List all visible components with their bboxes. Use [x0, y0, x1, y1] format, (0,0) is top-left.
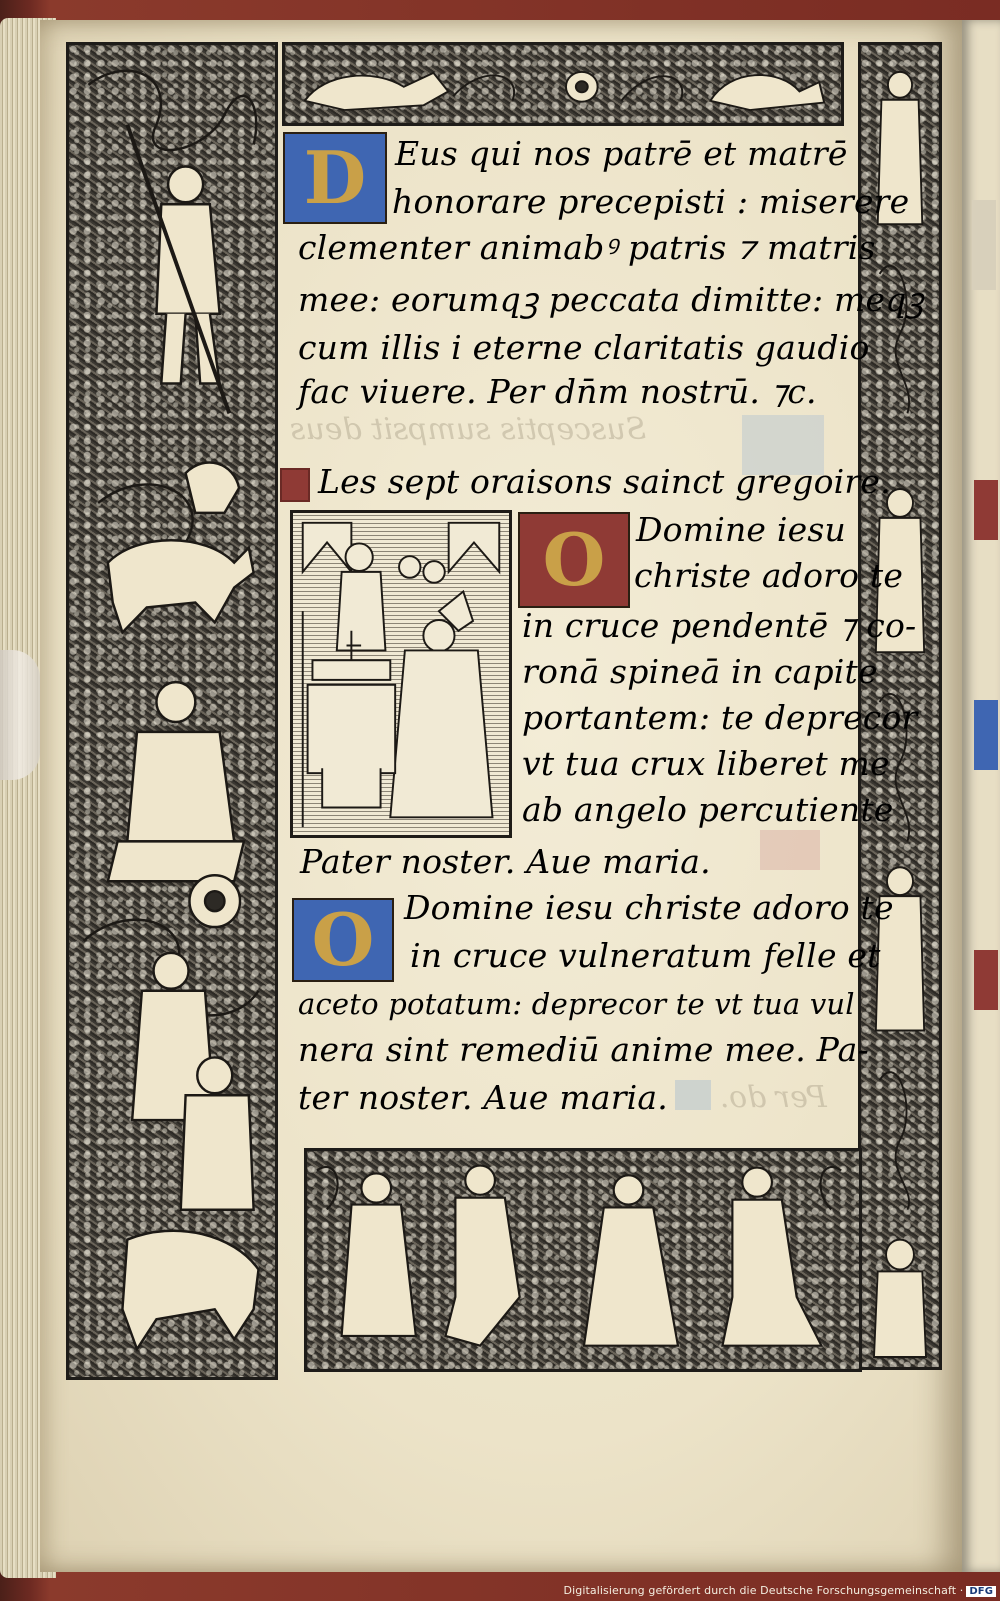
- text-line: ab angelo percutiente: [522, 790, 894, 829]
- text-line: mee: eorumqꝫ peccata dimitte: meqꝫ: [298, 280, 924, 319]
- show-through-text: Per do.: [720, 1080, 827, 1115]
- text-line: vt tua crux liberet me: [522, 744, 890, 783]
- woodcut-border-shepherds-icon: [66, 42, 278, 1380]
- woodcut-border-dancers-icon: [304, 1148, 862, 1372]
- adjacent-page: [962, 20, 1000, 1572]
- show-through-blot: [675, 1080, 711, 1110]
- mass-of-saint-gregory-woodcut-icon: [290, 510, 512, 838]
- woodcut-border-beasts-icon: [282, 42, 844, 126]
- text-line: fac viuere. Per dn̄m nostrū. ⁊c.: [298, 372, 817, 411]
- text-line: christe adoro te: [634, 556, 904, 595]
- text-line: in cruce vulneratum felle et: [410, 936, 881, 975]
- text-line: Domine iesu christe adoro te: [404, 888, 894, 927]
- illuminated-initial-o-red: O: [518, 512, 630, 608]
- text-line: Eus qui nos patrē et matrē: [395, 134, 848, 173]
- text-line: clementer animabꝰ patris ⁊ matris: [298, 228, 876, 267]
- section-paragraph-mark: [280, 468, 310, 502]
- text-line: portantem: te deprecor: [522, 698, 918, 737]
- text-line: cum illis i eterne claritatis gaudio: [298, 328, 870, 367]
- text-line: in cruce pendentē ⁊ co-: [522, 606, 917, 645]
- text-line: honorare precepisti : miserere: [392, 182, 910, 221]
- text-line: nera sint remediū anime mee. Pa-: [298, 1030, 869, 1069]
- illuminated-initial-o-blue: O: [292, 898, 394, 982]
- dfg-logo: DFG: [966, 1586, 996, 1597]
- show-through-text: Susceptis sumpsit deus: [290, 412, 647, 447]
- show-through-blot: [760, 830, 820, 870]
- text-line: aceto potatum: deprecor te vt tua vul: [298, 987, 855, 1021]
- text-line: Domine iesu: [636, 510, 846, 549]
- text-line: ronā spineā in capite: [522, 652, 878, 691]
- book-clip: [0, 650, 40, 780]
- text-line: Pater noster. Aue maria.: [300, 842, 711, 881]
- text-line: ter noster. Aue maria.: [298, 1078, 668, 1117]
- section-title: Les sept oraisons sainct gregoire.: [318, 462, 891, 501]
- illuminated-initial-d: D: [283, 132, 387, 224]
- digitization-credit: Digitalisierung gefördert durch die Deutsche Forschungsgemeinschaft · DFG: [564, 1584, 996, 1597]
